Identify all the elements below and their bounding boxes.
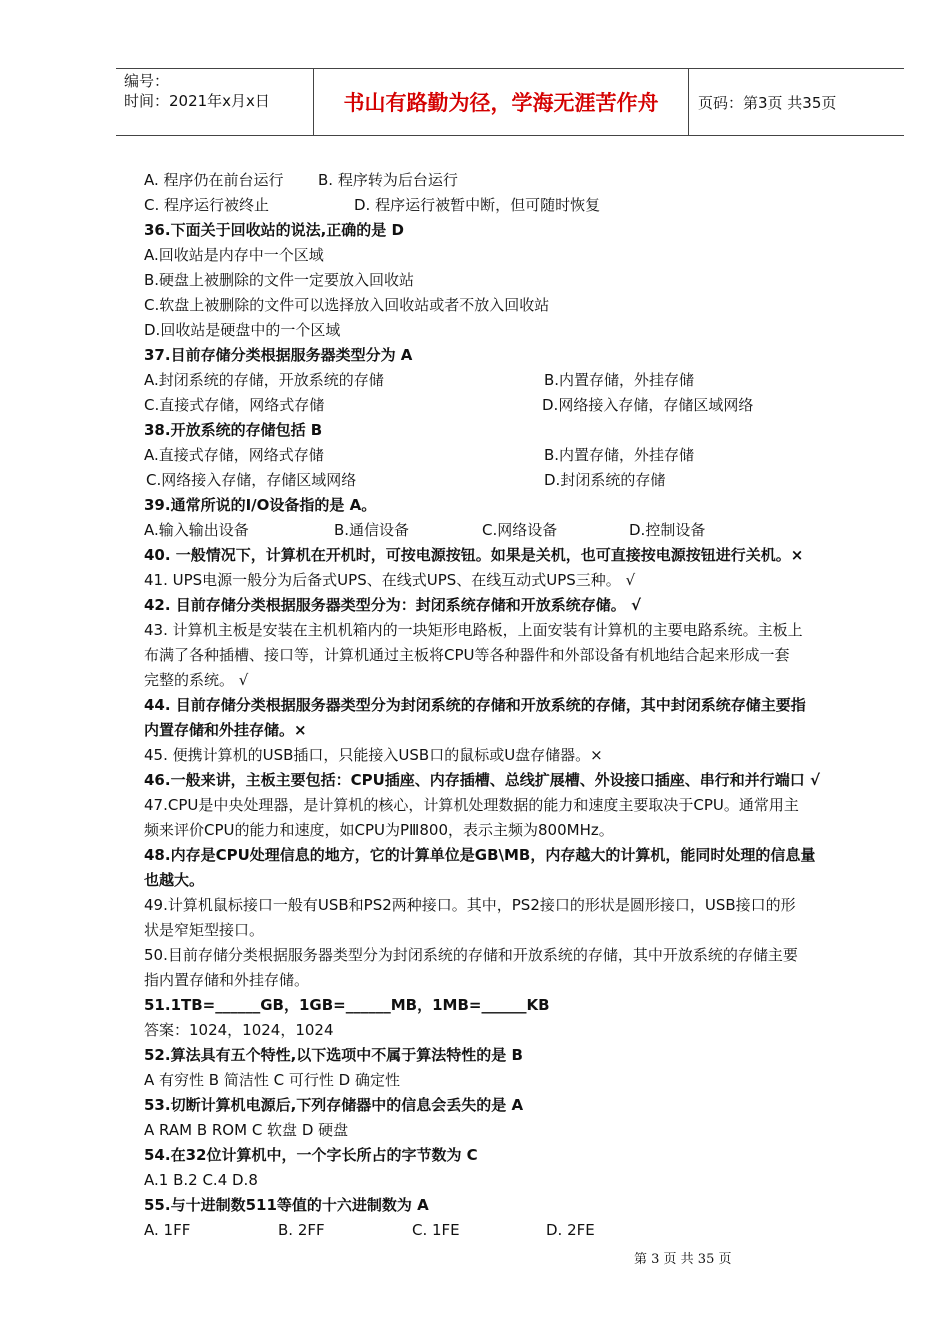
option-a: A. 程序仍在前台运行 <box>144 171 284 189</box>
question-36: 36.下面关于回收站的说法,正确的是 D <box>144 221 404 239</box>
option-c: C.直接式存储，网络式存储 <box>144 396 325 414</box>
question-49: 49.计算机鼠标接口一般有USB和PS2两种接口。其中，PS2接口的形状是圆形接口，USB接口的形 <box>144 896 796 914</box>
option-b: B.内置存储，外挂存储 <box>544 371 695 389</box>
question-47: 47.CPU是中央处理器，是计算机的核心，计算机处理数据的能力和速度主要取决于CPU。通常用主 <box>144 796 799 814</box>
option-b: B. 程序转为后台运行 <box>318 171 458 189</box>
option-b: B. 2FF <box>278 1221 325 1239</box>
question-47-cont: 频来评价CPU的能力和速度，如CPU为PⅢ800，表示主频为800MHz。 <box>144 821 614 839</box>
option-d: D.控制设备 <box>629 521 706 539</box>
page-footer: 第 3 页 共 35 页 <box>634 1252 732 1267</box>
question-40: 40. 一般情况下，计算机在开机时，可按电源按钮。如果是关机，也可直接按电源按钮进行关机。× <box>144 546 804 564</box>
options-54: A.1 B.2 C.4 D.8 <box>144 1171 258 1189</box>
option-d: D. 程序运行被暂中断，但可随时恢复 <box>354 196 601 214</box>
question-54: 54.在32位计算机中，一个字长所占的字节数为 C <box>144 1146 478 1164</box>
options-53: A RAM B ROM C 软盘 D 硬盘 <box>144 1121 349 1139</box>
option-c: C.网络设备 <box>482 521 558 539</box>
options-52: A 有穷性 B 简洁性 C 可行性 D 确定性 <box>144 1071 400 1089</box>
option-a: A.直接式存储，网络式存储 <box>144 446 324 464</box>
answer-line: A.回收站是内存中一个区域 <box>144 246 324 264</box>
option-a: A.输入输出设备 <box>144 521 249 539</box>
page-header <box>116 68 904 136</box>
question-51: 51.1TB=______GB，1GB=______MB，1MB=______KB <box>144 996 550 1014</box>
option-d: D.网络接入存储，存储区域网络 <box>542 396 754 414</box>
option-d: D.封闭系统的存储 <box>544 471 666 489</box>
question-53: 53.切断计算机电源后,下列存储器中的信息会丢失的是 A <box>144 1096 524 1114</box>
answer-line: D.回收站是硬盘中的一个区域 <box>144 321 341 339</box>
question-43: 43. 计算机主板是安装在主机机箱内的一块矩形电路板，上面安装有计算机的主要电路系统。主板上 <box>144 621 803 639</box>
question-46: 46.一般来讲，主板主要包括：CPU插座、内存插槽、总线扩展槽、外设接口插座、串行和并行端口 √ <box>144 771 820 789</box>
question-37: 37.目前存储分类根据服务器类型分为 A <box>144 346 413 364</box>
question-41: 41. UPS电源一般分为后备式UPS、在线式UPS、在线互动式UPS三种。 √ <box>144 571 636 589</box>
question-55: 55.与十进制数511等值的十六进制数为 A <box>144 1196 429 1214</box>
question-45: 45. 便携计算机的USB插口，只能接入USB口的鼠标或U盘存储器。× <box>144 746 603 764</box>
answer-51: 答案：1024，1024，1024 <box>144 1021 334 1039</box>
question-50-cont: 指内置存储和外挂存储。 <box>144 971 310 989</box>
header-motto: 书山有路勤为径，学海无涯苦作舟 <box>314 69 689 135</box>
option-d: D. 2FE <box>546 1221 595 1239</box>
option-c: C.网络接入存储，存储区域网络 <box>146 471 357 489</box>
option-a: A.封闭系统的存储，开放系统的存储 <box>144 371 384 389</box>
question-42: 42. 目前存储分类根据服务器类型分为：封闭系统存储和开放系统存储。 √ <box>144 596 642 614</box>
question-50: 50.目前存储分类根据服务器类型分为封闭系统的存储和开放系统的存储，其中开放系统的存储主要 <box>144 946 798 964</box>
answer-line: C.软盘上被删除的文件可以选择放入回收站或者不放入回收站 <box>144 296 550 314</box>
question-44-cont: 内置存储和外挂存储。× <box>144 721 307 739</box>
question-39: 39.通常所说的I/O设备指的是 A。 <box>144 496 377 514</box>
question-48: 48.内存是CPU处理信息的地方，它的计算单位是GB\MB，内存越大的计算机，能同时处理的信息量 <box>144 846 816 864</box>
question-52: 52.算法具有五个特性,以下选项中不属于算法特性的是 B <box>144 1046 523 1064</box>
question-43-cont: 布满了各种插槽、接口等，计算机通过主板将CPU等各种器件和外部设备有机地结合起来形成一套 <box>144 646 790 664</box>
question-44: 44. 目前存储分类根据服务器类型分为封闭系统的存储和开放系统的存储，其中封闭系统存储主要指 <box>144 696 806 714</box>
option-c: C. 1FE <box>412 1221 460 1239</box>
answer-line: B.硬盘上被删除的文件一定要放入回收站 <box>144 271 415 289</box>
time-label: 时间：2021年x月x日 <box>124 92 270 110</box>
option-b: B.通信设备 <box>334 521 410 539</box>
header-page-number: 页码：第3页 共35页 <box>698 93 837 112</box>
question-48-cont: 也越大。 <box>144 871 205 889</box>
question-43-cont: 完整的系统。 √ <box>144 671 249 689</box>
option-c: C. 程序运行被终止 <box>144 196 270 214</box>
code-label: 编号： <box>124 72 170 90</box>
question-49-cont: 状是窄矩型接口。 <box>144 921 265 939</box>
option-a: A. 1FF <box>144 1221 191 1239</box>
header-info-cell <box>116 69 314 135</box>
question-38: 38.开放系统的存储包括 B <box>144 421 323 439</box>
option-b: B.内置存储，外挂存储 <box>544 446 695 464</box>
